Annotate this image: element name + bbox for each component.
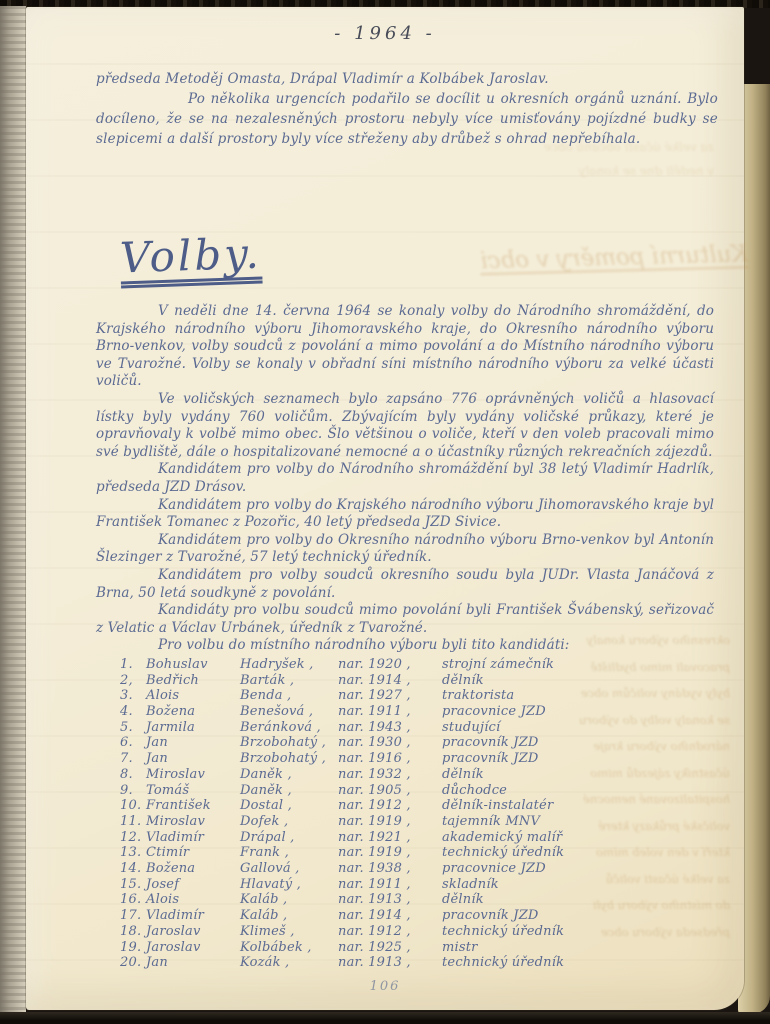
candidate-birth-year: nar. 1943 , — [338, 719, 411, 735]
candidate-first-name: Vladimír — [146, 829, 205, 845]
candidate-row — [120, 735, 714, 751]
candidate-row — [120, 751, 714, 767]
candidate-occupation: technický úředník — [442, 955, 565, 971]
paragraph: Kandidátem pro volby do Okresního národního výboru Brno-venkov byl Antonín Šlezinger z Tvarožné, 57 letý technický úředník. — [96, 531, 714, 566]
candidate-occupation: technický úředník — [442, 845, 565, 861]
candidate-row — [120, 955, 714, 971]
chronicle-page — [26, 7, 749, 1010]
candidate-row — [120, 908, 714, 924]
candidate-first-name: Ctimír — [146, 845, 190, 861]
candidate-last-name: Beránková , — [240, 719, 321, 735]
candidate-number: 3. — [120, 688, 133, 704]
candidate-number: 9. — [120, 782, 133, 798]
candidate-occupation: mistr — [442, 939, 478, 955]
candidate-last-name: Hlavatý , — [240, 876, 301, 892]
candidate-birth-year: nar. 1916 , — [338, 751, 411, 767]
candidate-birth-year: nar. 1920 , — [338, 656, 411, 672]
candidate-first-name: Bedřich — [146, 672, 199, 688]
candidate-birth-year: nar. 1930 , — [338, 735, 411, 751]
candidate-last-name: Kolbábek , — [240, 939, 312, 955]
candidate-last-name: Brzobohatý , — [240, 735, 326, 751]
bleed-through-text: za velké účasti občanů obce v neděli dne se konaly — [543, 140, 714, 178]
candidate-birth-year: nar. 1927 , — [338, 688, 411, 704]
candidate-number: 2, — [120, 672, 133, 688]
candidate-row — [120, 861, 714, 877]
candidate-row — [120, 877, 714, 893]
candidate-row — [120, 892, 714, 908]
candidate-birth-year: nar. 1912 , — [338, 923, 411, 939]
candidate-last-name: Hadryšek , — [240, 656, 314, 672]
candidate-first-name: Jan — [146, 735, 168, 751]
candidate-last-name: Benešová , — [240, 703, 314, 719]
candidate-row — [120, 767, 714, 783]
paragraph: Ve voličských seznamech bylo zapsáno 776 oprávněných voličů a hlasovací lístky byly vydány 760 voličům. Zbývajícím byly vydány voličské průkazy, které je opravňovaly k volbě mimo obec. Šlo většinou o voliče, kteří v den voleb pracovali mimo své bydliště, dále o hospitalizované nemocné a o účastníky různých rekreačních zájezdů. — [96, 390, 714, 460]
paragraph: Kandidátem pro volby do Krajského národního výboru Jihomoravského kraje byl František Tomanec z Pozořic, 40 letý předseda JZD Sivice. — [96, 496, 714, 531]
candidate-row — [120, 924, 714, 940]
left-page-deckle-edge — [0, 6, 26, 1014]
candidate-occupation: dělník — [442, 672, 484, 688]
candidate-first-name: Božena — [146, 703, 196, 719]
candidate-birth-year: nar. 1914 , — [338, 672, 411, 688]
candidate-row — [120, 783, 714, 799]
bleed-through-heading: Kulturní poměry v obci — [479, 241, 749, 275]
candidate-row — [120, 830, 714, 846]
candidate-first-name: Alois — [146, 688, 180, 704]
paragraph: Kandidátem pro volby soudců okresního soudu byla JUDr. Vlasta Janáčová z Brna, 50 letá soudkyně z povolání. — [96, 566, 714, 601]
candidate-occupation: důchodce — [442, 782, 508, 798]
candidate-last-name: Kozák , — [240, 955, 290, 971]
candidate-row — [120, 704, 714, 720]
candidate-number: 14. — [120, 861, 142, 877]
candidate-last-name: Dostal , — [240, 798, 292, 814]
candidate-first-name: Jarmila — [146, 719, 195, 735]
candidate-occupation: pracovnice JZD — [442, 703, 546, 719]
candidate-birth-year: nar. 1925 , — [338, 939, 411, 955]
candidate-first-name: Jaroslav — [146, 939, 201, 955]
candidate-number: 8. — [120, 766, 133, 782]
candidate-birth-year: nar. 1913 , — [338, 955, 411, 971]
intro-text: Po několika urgencích podařilo se docílit u okresních orgánů uznání. Bylo docíleno, že se na nezalesněných prostoru nebyly více umisťovány pojízdné budky se slepicemi a další prostory byly více střeženy aby drůbež s ohrad nepřebíhala. — [96, 91, 718, 147]
candidate-number: 16. — [120, 892, 142, 908]
candidate-number: 12. — [120, 829, 142, 845]
candidate-occupation: tajemník MNV — [442, 813, 541, 829]
candidate-last-name: Daněk , — [240, 782, 292, 798]
intro-line: předseda Metoděj Omasta, Drápal Vladimír a Kolbábek Jaroslav. — [96, 71, 549, 87]
candidate-birth-year: nar. 1912 , — [338, 798, 411, 814]
candidate-last-name: Gallová , — [240, 861, 300, 877]
candidate-first-name: Tomáš — [146, 782, 190, 798]
candidates-list — [120, 657, 714, 971]
candidate-occupation: pracovnice JZD — [442, 861, 546, 877]
section-paragraphs — [96, 303, 714, 637]
candidate-birth-year: nar. 1913 , — [338, 892, 411, 908]
candidate-number: 15. — [120, 876, 142, 892]
candidate-last-name: Barták , — [240, 672, 295, 688]
candidate-row — [120, 814, 714, 830]
candidate-number: 11. — [120, 813, 142, 829]
candidate-first-name: Jan — [146, 751, 168, 767]
candidate-row — [120, 673, 714, 689]
candidate-birth-year: nar. 1938 , — [338, 861, 411, 877]
candidate-last-name: Kaláb , — [240, 908, 288, 924]
candidate-last-name: Benda , — [240, 688, 292, 704]
candidate-occupation: pracovník JZD — [442, 908, 539, 924]
candidate-birth-year: nar. 1911 , — [338, 703, 411, 719]
candidate-birth-year: nar. 1921 , — [338, 829, 411, 845]
candidate-birth-year: nar. 1905 , — [338, 782, 411, 798]
candidate-first-name: Božena — [146, 861, 196, 877]
candidate-number: 4. — [120, 703, 133, 719]
candidate-first-name: Miroslav — [146, 813, 206, 829]
candidate-birth-year: nar. 1919 , — [338, 813, 411, 829]
candidate-first-name: Bohuslav — [146, 656, 208, 672]
candidate-first-name: Jaroslav — [146, 923, 201, 939]
candidate-occupation: pracovník JZD — [442, 751, 539, 767]
section-title-volby: Volby. — [119, 228, 263, 283]
candidate-number: 7. — [120, 751, 133, 767]
candidate-occupation: studující — [442, 719, 501, 735]
paragraph: Kandidátem pro volby do Národního shromáždění byl 38 letý Vladimír Hadrlík, předseda JZD Drásov. — [96, 461, 714, 495]
intro-paragraph — [96, 69, 718, 149]
candidate-first-name: Jan — [146, 955, 168, 971]
paragraph: Kandidáty pro volbu soudců mimo povolání byli František Švábenský, seřizovač z Velatic a Václav Urbánek, úředník z Tvarožné. — [96, 602, 714, 636]
candidate-number: 19. — [120, 939, 142, 955]
candidate-row — [120, 798, 714, 814]
candidate-occupation: dělník-instalatér — [442, 798, 554, 814]
candidates-intro: Pro volbu do místního národního výboru byli tito kandidáti: — [158, 637, 570, 654]
candidate-first-name: Josef — [146, 876, 180, 892]
year-header: - 1964 - — [334, 23, 436, 44]
candidate-row — [120, 657, 714, 673]
candidate-occupation: pracovník JZD — [442, 735, 539, 751]
candidate-number: 1. — [120, 656, 133, 672]
candidate-last-name: Daněk , — [240, 766, 292, 782]
candidate-first-name: Vladimír — [146, 908, 205, 924]
candidate-first-name: Miroslav — [146, 766, 206, 782]
candidate-number: 17. — [120, 908, 142, 924]
candidate-occupation: strojní zámečník — [442, 656, 555, 672]
candidate-first-name: František — [146, 798, 211, 814]
candidate-number: 10. — [120, 798, 142, 814]
candidate-number: 5. — [120, 719, 133, 735]
candidate-row — [120, 845, 714, 861]
candidate-last-name: Dofek , — [240, 813, 289, 829]
candidate-number: 18. — [120, 923, 142, 939]
candidate-occupation: traktorista — [442, 688, 515, 704]
candidate-last-name: Brzobohatý , — [240, 751, 326, 767]
candidate-last-name: Drápal , — [240, 829, 295, 845]
candidate-row — [120, 940, 714, 956]
candidate-birth-year: nar. 1919 , — [338, 845, 411, 861]
candidate-last-name: Klimeš , — [240, 923, 295, 939]
candidate-occupation: skladník — [442, 876, 499, 892]
candidate-number: 13. — [120, 845, 142, 861]
candidate-row — [120, 688, 714, 704]
candidate-occupation: technický úředník — [442, 923, 565, 939]
candidate-birth-year: nar. 1911 , — [338, 876, 411, 892]
paragraph: V neděli dne 14. června 1964 se konaly volby do Národního shromáždění, do Krajského národního výboru Jihomoravského kraje, do Okresního národního výboru Brno-venkov, volby soudců z povolání a mimo povolání a do Místního národního výboru ve Tvarožné. Volby se konaly v obřadní síni místního národního výboru za velké účasti voličů. — [96, 303, 714, 390]
candidate-occupation: dělník — [442, 892, 484, 908]
candidate-last-name: Frank , — [240, 845, 289, 861]
candidate-number: 20. — [120, 955, 142, 971]
candidate-birth-year: nar. 1932 , — [338, 766, 411, 782]
section-body — [96, 303, 714, 971]
page-number: 106 — [369, 979, 401, 994]
candidate-occupation: akademický malíř — [442, 829, 563, 845]
candidate-first-name: Alois — [146, 892, 180, 908]
candidate-number: 6. — [120, 735, 133, 751]
candidate-last-name: Kaláb , — [240, 892, 288, 908]
book-bottom-shadow — [0, 1012, 770, 1024]
candidate-birth-year: nar. 1914 , — [338, 908, 411, 924]
candidate-occupation: dělník — [442, 766, 484, 782]
bleed-through-column: okresního výboru konaly pracovali mimo bydliště byly vydány voličům obce se konaly volby do výboru národního výboru kraje účastníky zájezdů mimo hospitalizované nemocné voličské průkazy které kteří v den voleb mimo za velké účasti voličů do místního výboru byli předseda výboru obce — [578, 633, 730, 939]
candidate-row — [120, 720, 714, 736]
